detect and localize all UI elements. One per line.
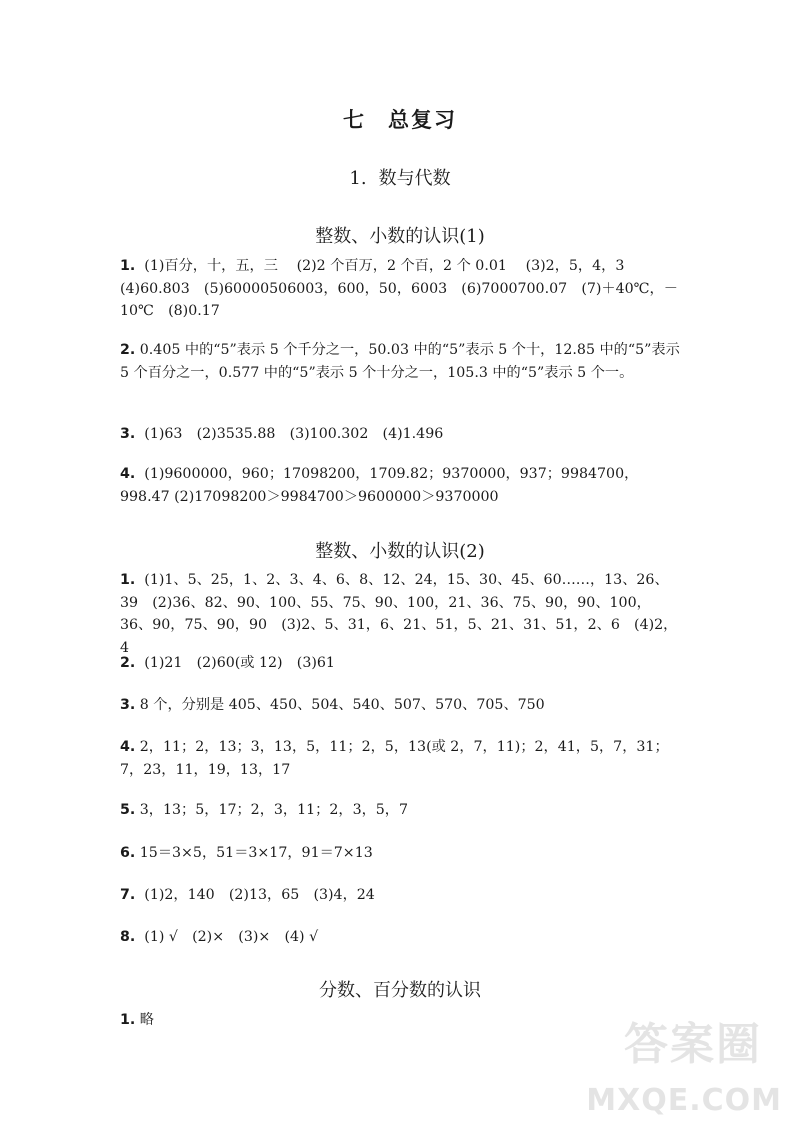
subsection-title: 整数、小数的认识(2) [315,541,485,562]
item-text: (1)9600000，960；17098200，1709.82；9370000，937；9984700，998.47 (2)17098200＞9984700＞9600000＞9370000 [120,466,639,505]
item-number: 2. [120,655,136,671]
watermark-logo [582,1008,782,1118]
item-number: 8. [120,929,136,945]
watermark-top-text: 答案圈 [624,1019,762,1070]
section-number: 1. [349,168,367,189]
item-text: (1)21 (2)60(或 12) (3)61 [135,655,335,671]
item-number: 4. [120,466,136,482]
answer-item [120,463,682,508]
item-text: 15＝3×5，51＝3×17，91＝7×13 [135,845,373,861]
item-text: (1)2，140 (2)13，65 (3)4，24 [135,887,375,903]
item-text: (1)63 (2)3535.88 (3)100.302 (4)1.496 [135,426,444,442]
item-number: 3. [120,697,136,713]
item-number: 1. [120,1012,136,1028]
answer-item [120,339,685,384]
chapter-title [0,104,800,134]
answer-item [120,652,682,675]
item-text: (1) √ (2)× (3)× (4) √ [135,929,319,945]
answer-item [120,694,682,717]
watermark-site-text: MXQE.COM [586,1083,782,1118]
item-number: 3. [120,426,136,442]
item-number: 1. [120,572,136,588]
answer-item [120,799,682,822]
subsection-title: 整数、小数的认识(1) [315,226,485,247]
item-text: 略 [135,1012,154,1028]
item-number: 1. [120,258,136,274]
item-text: 2，11；2，13；3，13，5，11；2，5，13(或 2，7，11)；2，41，5，7，31；7，23，11，19，13，17 [120,739,669,778]
item-text: 8 个，分别是 405、450、504、540、507、570、705、750 [135,697,545,713]
answer-item [120,926,682,949]
item-number: 4. [120,739,136,755]
chapter-number: 七 [343,108,366,132]
answer-item [120,736,682,781]
item-text: 3，13；5，17；2，3，11；2，3，5，7 [135,802,409,818]
item-text: (1)百分，十，五，三 (2)2 个百万，2 个百，2 个 0.01 (3)2，5，4，3 (4)60.803 (5)60000506003，600，50，6003 (6)7000700.07 (7)＋40℃，－10℃ (8)0.17 [120,258,678,319]
chapter-name: 总复习 [388,108,457,132]
item-number: 5. [120,802,136,818]
item-number: 2. [120,342,136,358]
answer-item [120,255,682,323]
section-title [0,164,800,190]
item-number: 7. [120,887,136,903]
answer-item [120,884,682,907]
answer-item [120,569,682,659]
answer-item [120,423,682,446]
subsection-title: 分数、百分数的认识 [319,980,481,1001]
item-text: 0.405 中的“5”表示 5 个千分之一，50.03 中的“5”表示 5 个十，12.85 中的“5”表示 5 个百分之一，0.577 中的“5”表示 5 个十分之一，105.3 中的“5”表示 5 个一。 [120,342,685,381]
item-number: 6. [120,845,136,861]
answer-item [120,842,682,865]
section-name: 数与代数 [378,168,451,189]
item-text: (1)1、5、25，1、2、3、4、6、8、12、24，15、30、45、60……，13、26、39 (2)36、82、90、100、55、75、90、100，21、36、75、90，90、100，36、90，75、90，90 (3)2、5、31，6、21、51，5、21、31、51，2、6 (4)2，4 [120,572,678,656]
